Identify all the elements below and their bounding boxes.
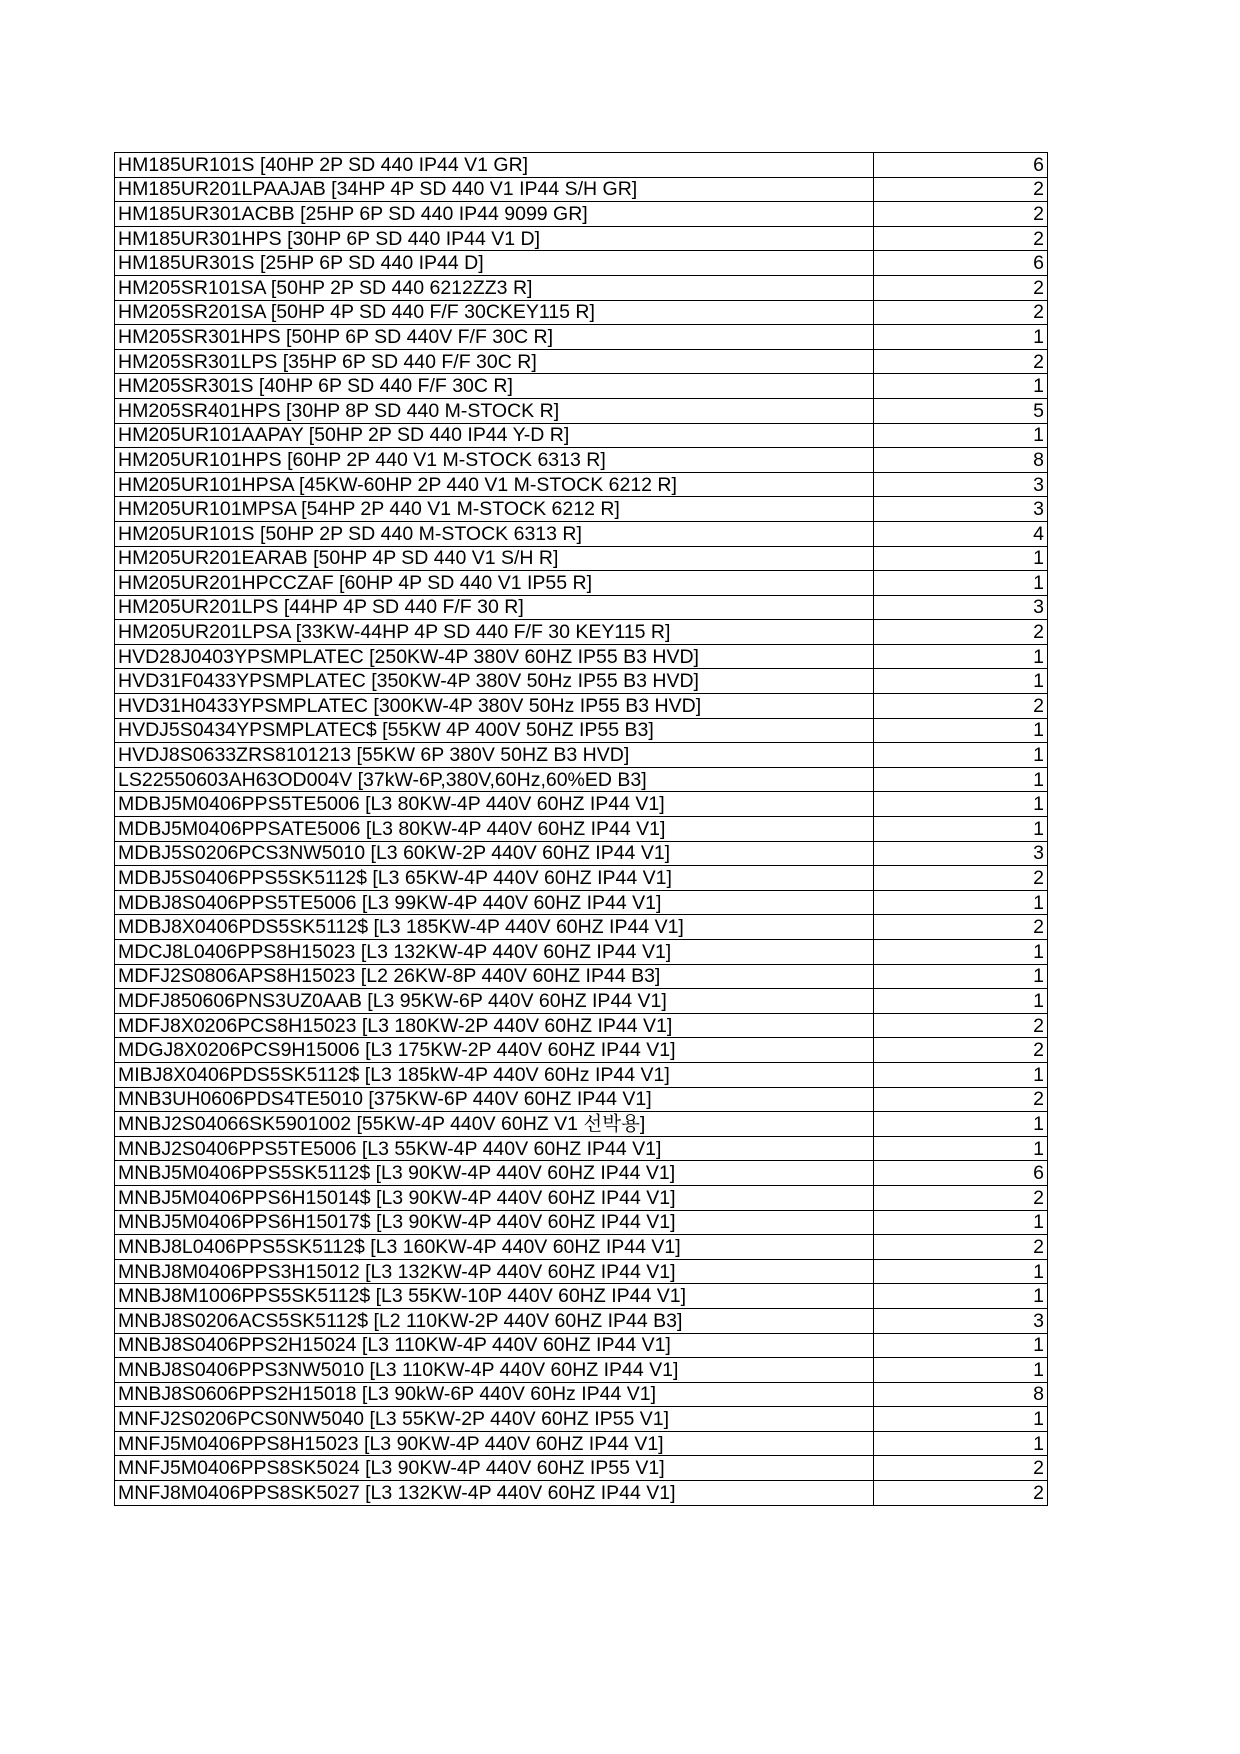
item-description-cell: HM205SR301S [40HP 6P SD 440 F/F 30C R] <box>115 374 874 399</box>
quantity-cell: 1 <box>874 718 1048 743</box>
table-row <box>115 202 1048 227</box>
table-row <box>115 448 1048 473</box>
item-description-cell: HM205UR101HPSA [45KW-60HP 2P 440 V1 M-STOCK 6212 R] <box>115 472 874 497</box>
quantity-cell: 1 <box>874 1259 1048 1284</box>
item-description-cell: HVD28J0403YPSMPLATEC [250KW-4P 380V 60HZ IP55 B3 HVD] <box>115 644 874 669</box>
table-row <box>115 644 1048 669</box>
quantity-cell: 3 <box>874 1308 1048 1333</box>
quantity-cell: 8 <box>874 448 1048 473</box>
quantity-cell: 8 <box>874 1382 1048 1407</box>
item-description-cell: MDFJ8X0206PCS8H15023 [L3 180KW-2P 440V 60HZ IP44 V1] <box>115 1013 874 1038</box>
table-row <box>115 1210 1048 1235</box>
quantity-cell: 2 <box>874 866 1048 891</box>
quantity-cell: 3 <box>874 841 1048 866</box>
quantity-cell: 1 <box>874 325 1048 350</box>
inventory-table <box>114 152 1048 1506</box>
table-row <box>115 1259 1048 1284</box>
item-description-cell: MNFJ5M0406PPS8SK5024 [L3 90KW-4P 440V 60HZ IP55 V1] <box>115 1456 874 1481</box>
quantity-cell: 1 <box>874 964 1048 989</box>
table-row <box>115 300 1048 325</box>
table-row <box>115 1062 1048 1087</box>
item-description-cell: MNBJ5M0406PPS6H15017$ [L3 90KW-4P 440V 60HZ IP44 V1] <box>115 1210 874 1235</box>
quantity-cell: 1 <box>874 1062 1048 1087</box>
item-description-cell: HM205SR301HPS [50HP 6P SD 440V F/F 30C R] <box>115 325 874 350</box>
table-row <box>115 1161 1048 1186</box>
quantity-cell: 1 <box>874 940 1048 965</box>
table-row <box>115 521 1048 546</box>
quantity-cell: 2 <box>874 1038 1048 1063</box>
table-row <box>115 1013 1048 1038</box>
item-description-cell: HVD31F0433YPSMPLATEC [350KW-4P 380V 50Hz IP55 B3 HVD] <box>115 669 874 694</box>
item-description-cell: MDCJ8L0406PPS8H15023 [L3 132KW-4P 440V 60HZ IP44 V1] <box>115 940 874 965</box>
quantity-cell: 1 <box>874 374 1048 399</box>
quantity-cell: 1 <box>874 817 1048 842</box>
quantity-cell: 2 <box>874 1087 1048 1112</box>
item-description-cell: MDBJ5M0406PPS5TE5006 [L3 80KW-4P 440V 60HZ IP44 V1] <box>115 792 874 817</box>
table-row <box>115 251 1048 276</box>
table-row <box>115 1112 1048 1137</box>
quantity-cell: 1 <box>874 571 1048 596</box>
item-description-cell: HM185UR201LPAAJAB [34HP 4P SD 440 V1 IP44 S/H GR] <box>115 177 874 202</box>
table-row <box>115 177 1048 202</box>
quantity-cell: 1 <box>874 1284 1048 1309</box>
quantity-cell: 1 <box>874 890 1048 915</box>
table-row <box>115 669 1048 694</box>
table-row <box>115 718 1048 743</box>
item-description-cell: HM205SR401HPS [30HP 8P SD 440 M-STOCK R] <box>115 398 874 423</box>
item-description-cell: MDFJ850606PNS3UZ0AAB [L3 95KW-6P 440V 60HZ IP44 V1] <box>115 989 874 1014</box>
item-description-cell: HM205UR101HPS [60HP 2P 440 V1 M-STOCK 6313 R] <box>115 448 874 473</box>
quantity-cell: 2 <box>874 349 1048 374</box>
item-description-cell: MNBJ5M0406PPS6H15014$ [L3 90KW-4P 440V 60HZ IP44 V1] <box>115 1185 874 1210</box>
table-row <box>115 915 1048 940</box>
table-row <box>115 497 1048 522</box>
table-row <box>115 398 1048 423</box>
item-description-cell: MNFJ2S0206PCS0NW5040 [L3 55KW-2P 440V 60HZ IP55 V1] <box>115 1407 874 1432</box>
table-row <box>115 841 1048 866</box>
item-description-cell: MDBJ8S0406PPS5TE5006 [L3 99KW-4P 440V 60HZ IP44 V1] <box>115 890 874 915</box>
table-row <box>115 571 1048 596</box>
table-row <box>115 866 1048 891</box>
item-description-cell: MDBJ5M0406PPSATE5006 [L3 80KW-4P 440V 60HZ IP44 V1] <box>115 817 874 842</box>
table-row <box>115 767 1048 792</box>
quantity-cell: 1 <box>874 1210 1048 1235</box>
table-row <box>115 472 1048 497</box>
quantity-cell: 2 <box>874 300 1048 325</box>
item-description-cell: HM205UR201LPSA [33KW-44HP 4P SD 440 F/F 30 KEY115 R] <box>115 620 874 645</box>
table-row <box>115 964 1048 989</box>
item-description-cell: HM205SR101SA [50HP 2P SD 440 6212ZZ3 R] <box>115 275 874 300</box>
quantity-cell: 3 <box>874 472 1048 497</box>
quantity-cell: 2 <box>874 202 1048 227</box>
quantity-cell: 1 <box>874 1431 1048 1456</box>
item-description-cell: MDGJ8X0206PCS9H15006 [L3 175KW-2P 440V 60HZ IP44 V1] <box>115 1038 874 1063</box>
table-row <box>115 989 1048 1014</box>
item-description-cell: MNBJ8S0406PPS2H15024 [L3 110KW-4P 440V 60HZ IP44 V1] <box>115 1333 874 1358</box>
quantity-cell: 2 <box>874 1456 1048 1481</box>
table-row <box>115 1456 1048 1481</box>
item-description-cell: HM205UR201EARAB [50HP 4P SD 440 V1 S/H R] <box>115 546 874 571</box>
table-row <box>115 792 1048 817</box>
item-description-cell: MDFJ2S0806APS8H15023 [L2 26KW-8P 440V 60HZ IP44 B3] <box>115 964 874 989</box>
table-row <box>115 620 1048 645</box>
quantity-cell: 2 <box>874 177 1048 202</box>
item-description-cell: HM205UR101MPSA [54HP 2P 440 V1 M-STOCK 6212 R] <box>115 497 874 522</box>
quantity-cell: 1 <box>874 767 1048 792</box>
quantity-cell: 2 <box>874 1013 1048 1038</box>
item-description-cell: MNBJ8S0206ACS5SK5112$ [L2 110KW-2P 440V 60HZ IP44 B3] <box>115 1308 874 1333</box>
table-row <box>115 743 1048 768</box>
quantity-cell: 1 <box>874 743 1048 768</box>
table-row <box>115 226 1048 251</box>
table-row <box>115 1308 1048 1333</box>
item-description-cell: MNBJ2S0406PPS5TE5006 [L3 55KW-4P 440V 60HZ IP44 V1] <box>115 1136 874 1161</box>
item-description-cell: HM205UR201HPCCZAF [60HP 4P SD 440 V1 IP55 R] <box>115 571 874 596</box>
quantity-cell: 1 <box>874 1407 1048 1432</box>
item-description-cell: HM185UR101S [40HP 2P SD 440 IP44 V1 GR] <box>115 153 874 178</box>
quantity-cell: 2 <box>874 1481 1048 1506</box>
table-row <box>115 595 1048 620</box>
item-description-cell: HVDJ8S0633ZRS8101213 [55KW 6P 380V 50HZ B3 HVD] <box>115 743 874 768</box>
quantity-cell: 1 <box>874 546 1048 571</box>
table-row <box>115 1382 1048 1407</box>
item-description-cell: HM205UR101AAPAY [50HP 2P SD 440 IP44 Y-D R] <box>115 423 874 448</box>
quantity-cell: 2 <box>874 915 1048 940</box>
item-description-cell: MDBJ8X0406PDS5SK5112$ [L3 185KW-4P 440V 60HZ IP44 V1] <box>115 915 874 940</box>
quantity-cell: 2 <box>874 275 1048 300</box>
quantity-cell: 1 <box>874 423 1048 448</box>
item-description-cell: MNBJ5M0406PPS5SK5112$ [L3 90KW-4P 440V 60HZ IP44 V1] <box>115 1161 874 1186</box>
quantity-cell: 1 <box>874 669 1048 694</box>
item-description-cell: HM185UR301HPS [30HP 6P SD 440 IP44 V1 D] <box>115 226 874 251</box>
quantity-cell: 1 <box>874 1112 1048 1137</box>
item-description-cell: MNFJ8M0406PPS8SK5027 [L3 132KW-4P 440V 60HZ IP44 V1] <box>115 1481 874 1506</box>
quantity-cell: 2 <box>874 694 1048 719</box>
table-row <box>115 1038 1048 1063</box>
item-description-cell: MDBJ5S0406PPS5SK5112$ [L3 65KW-4P 440V 60HZ IP44 V1] <box>115 866 874 891</box>
table-row <box>115 940 1048 965</box>
table-row <box>115 817 1048 842</box>
item-description-cell: HM185UR301ACBB [25HP 6P SD 440 IP44 9099 GR] <box>115 202 874 227</box>
item-description-cell: HM205SR201SA [50HP 4P SD 440 F/F 30CKEY115 R] <box>115 300 874 325</box>
table-row <box>115 374 1048 399</box>
table-row <box>115 1431 1048 1456</box>
table-row <box>115 1407 1048 1432</box>
quantity-cell: 1 <box>874 1333 1048 1358</box>
item-description-cell: MNBJ8S0406PPS3NW5010 [L3 110KW-4P 440V 60HZ IP44 V1] <box>115 1358 874 1383</box>
item-description-cell: LS22550603AH63OD004V [37kW-6P,380V,60Hz,60%ED B3] <box>115 767 874 792</box>
item-description-cell: MDBJ5S0206PCS3NW5010 [L3 60KW-2P 440V 60HZ IP44 V1] <box>115 841 874 866</box>
quantity-cell: 6 <box>874 251 1048 276</box>
item-description-cell: MNB3UH0606PDS4TE5010 [375KW-6P 440V 60HZ IP44 V1] <box>115 1087 874 1112</box>
item-description-cell: HVD31H0433YPSMPLATEC [300KW-4P 380V 50Hz IP55 B3 HVD] <box>115 694 874 719</box>
item-description-cell: HM205UR201LPS [44HP 4P SD 440 F/F 30 R] <box>115 595 874 620</box>
quantity-cell: 1 <box>874 989 1048 1014</box>
item-description-cell: MNBJ8L0406PPS5SK5112$ [L3 160KW-4P 440V 60HZ IP44 V1] <box>115 1235 874 1260</box>
quantity-cell: 2 <box>874 1185 1048 1210</box>
table-row <box>115 1235 1048 1260</box>
table-row <box>115 1481 1048 1506</box>
quantity-cell: 5 <box>874 398 1048 423</box>
table-row <box>115 694 1048 719</box>
quantity-cell: 4 <box>874 521 1048 546</box>
quantity-cell: 3 <box>874 497 1048 522</box>
quantity-cell: 6 <box>874 1161 1048 1186</box>
table-row <box>115 153 1048 178</box>
table-row <box>115 1358 1048 1383</box>
item-description-cell: MNBJ2S04066SK5901002 [55KW-4P 440V 60HZ V1 선박용] <box>115 1112 874 1137</box>
table-row <box>115 1333 1048 1358</box>
quantity-cell: 6 <box>874 153 1048 178</box>
quantity-cell: 1 <box>874 792 1048 817</box>
table-row <box>115 546 1048 571</box>
item-description-cell: MNBJ8M0406PPS3H15012 [L3 132KW-4P 440V 60HZ IP44 V1] <box>115 1259 874 1284</box>
table-row <box>115 1087 1048 1112</box>
item-description-cell: MNFJ5M0406PPS8H15023 [L3 90KW-4P 440V 60HZ IP44 V1] <box>115 1431 874 1456</box>
table-row <box>115 325 1048 350</box>
table-row <box>115 423 1048 448</box>
inventory-table-body <box>115 153 1048 1506</box>
table-row <box>115 890 1048 915</box>
quantity-cell: 1 <box>874 1358 1048 1383</box>
item-description-cell: HM205UR101S [50HP 2P SD 440 M-STOCK 6313 R] <box>115 521 874 546</box>
item-description-cell: MIBJ8X0406PDS5SK5112$ [L3 185kW-4P 440V 60Hz IP44 V1] <box>115 1062 874 1087</box>
item-description-cell: HM185UR301S [25HP 6P SD 440 IP44 D] <box>115 251 874 276</box>
table-row <box>115 1284 1048 1309</box>
quantity-cell: 3 <box>874 595 1048 620</box>
quantity-cell: 1 <box>874 644 1048 669</box>
table-row <box>115 275 1048 300</box>
item-description-cell: MNBJ8S0606PPS2H15018 [L3 90kW-6P 440V 60Hz IP44 V1] <box>115 1382 874 1407</box>
item-description-cell: MNBJ8M1006PPS5SK5112$ [L3 55KW-10P 440V 60HZ IP44 V1] <box>115 1284 874 1309</box>
item-description-cell: HVDJ5S0434YPSMPLATEC$ [55KW 4P 400V 50HZ IP55 B3] <box>115 718 874 743</box>
quantity-cell: 2 <box>874 620 1048 645</box>
quantity-cell: 2 <box>874 226 1048 251</box>
table-row <box>115 349 1048 374</box>
quantity-cell: 2 <box>874 1235 1048 1260</box>
table-row <box>115 1185 1048 1210</box>
table-row <box>115 1136 1048 1161</box>
item-description-cell: HM205SR301LPS [35HP 6P SD 440 F/F 30C R] <box>115 349 874 374</box>
quantity-cell: 1 <box>874 1136 1048 1161</box>
